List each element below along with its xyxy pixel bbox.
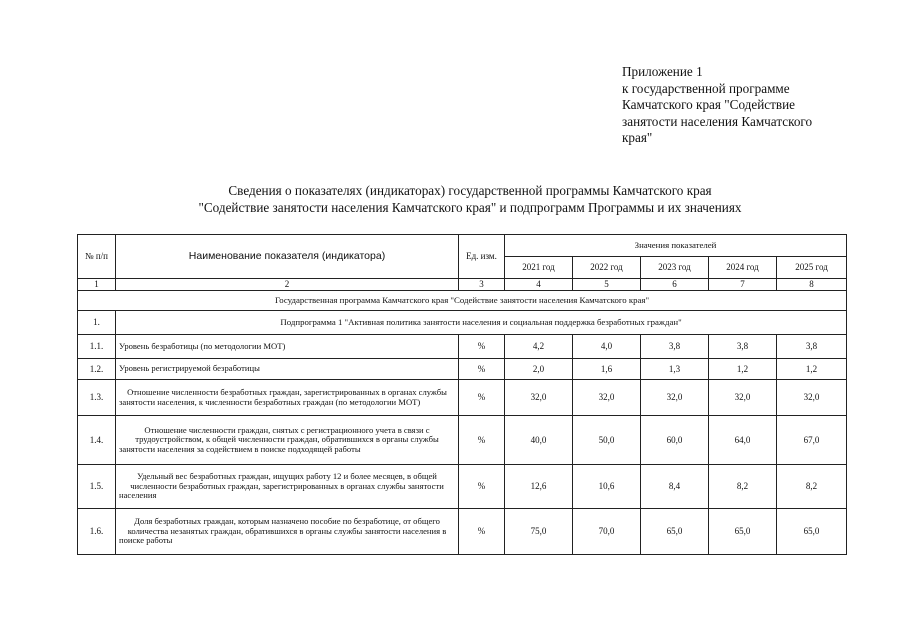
column-number: 1 [78, 279, 116, 291]
column-number: 3 [459, 279, 505, 291]
table-row [78, 335, 847, 359]
indicator-value: 65,0 [709, 509, 777, 555]
appendix-line: занятости населения Камчатского [622, 113, 813, 129]
header-year: 2024 год [709, 257, 777, 279]
column-number: 2 [116, 279, 459, 291]
indicator-name: Уровень безработицы (по методологии МОТ) [116, 335, 459, 359]
indicator-unit: % [459, 509, 505, 555]
indicator-value: 32,0 [505, 380, 573, 416]
indicator-value: 8,4 [641, 465, 709, 509]
appendix-line: Камчатского края "Содействие [622, 97, 796, 112]
header-name: Наименование показателя (индикатора) [116, 235, 459, 279]
subprogram-row [78, 311, 847, 335]
column-numbers-row [78, 279, 847, 291]
column-number: 7 [709, 279, 777, 291]
indicator-unit: % [459, 359, 505, 380]
indicator-value: 1,2 [777, 359, 847, 380]
header-row [78, 235, 847, 257]
indicator-value: 10,6 [573, 465, 641, 509]
indicator-value: 32,0 [777, 380, 847, 416]
appendix-line: края" [622, 130, 653, 145]
header-values-group: Значения показателей [505, 235, 847, 257]
indicator-value: 67,0 [777, 416, 847, 465]
column-number: 5 [573, 279, 641, 291]
indicator-value: 50,0 [573, 416, 641, 465]
table-row [78, 465, 847, 509]
indicator-unit: % [459, 416, 505, 465]
indicator-value: 8,2 [709, 465, 777, 509]
indicator-unit: % [459, 380, 505, 416]
indicator-name: Доля безработных граждан, которым назначено пособие по безработице, от общего количества незанятых граждан, обратившихся в органы службы занятости населения в поиске работы [116, 509, 459, 555]
row-number: 1.6. [78, 509, 116, 555]
title-line-1: Сведения о показателях (индикаторах) государственной программы Камчатского края [228, 183, 712, 198]
header-year: 2021 год [505, 257, 573, 279]
indicator-value: 3,8 [709, 335, 777, 359]
row-number: 1.1. [78, 335, 116, 359]
indicator-value: 32,0 [641, 380, 709, 416]
indicator-value: 4,0 [573, 335, 641, 359]
indicator-value: 70,0 [573, 509, 641, 555]
table-row [78, 509, 847, 555]
table-row [78, 359, 847, 380]
row-number: 1.3. [78, 380, 116, 416]
indicator-value: 32,0 [709, 380, 777, 416]
table-row [78, 380, 847, 416]
row-number: 1.5. [78, 465, 116, 509]
row-number: 1.2. [78, 359, 116, 380]
indicator-unit: % [459, 465, 505, 509]
header-year: 2023 год [641, 257, 709, 279]
indicator-value: 65,0 [777, 509, 847, 555]
program-title: Государственная программа Камчатского края "Содействие занятости населения Камчатского края" [78, 291, 847, 311]
appendix-line: Приложение 1 [622, 64, 703, 79]
indicator-value: 12,6 [505, 465, 573, 509]
indicator-value: 60,0 [641, 416, 709, 465]
indicator-value: 1,3 [641, 359, 709, 380]
indicator-value: 1,6 [573, 359, 641, 380]
indicator-value: 65,0 [641, 509, 709, 555]
indicator-unit: % [459, 335, 505, 359]
indicator-value: 2,0 [505, 359, 573, 380]
column-number: 4 [505, 279, 573, 291]
header-number: № п/п [78, 235, 116, 279]
indicator-value: 1,2 [709, 359, 777, 380]
indicator-name: Уровень регистрируемой безработицы [116, 359, 459, 380]
header-year: 2025 год [777, 257, 847, 279]
indicator-name: Отношение численности безработных граждан, зарегистрированных в органах службы занятости населения, к численности безработных граждан (по методологии МОТ) [116, 380, 459, 416]
row-number: 1.4. [78, 416, 116, 465]
indicator-value: 3,8 [777, 335, 847, 359]
program-row [78, 291, 847, 311]
indicator-value: 8,2 [777, 465, 847, 509]
indicator-value: 40,0 [505, 416, 573, 465]
column-number: 6 [641, 279, 709, 291]
appendix-note [622, 64, 862, 147]
title-line-2: "Содействие занятости населения Камчатского края" и подпрограмм Программы и их значениях [198, 199, 742, 215]
indicator-value: 4,2 [505, 335, 573, 359]
subprogram-title: Подпрограмма 1 "Активная политика занятости населения и социальная поддержка безработных граждан" [116, 311, 847, 335]
indicator-value: 75,0 [505, 509, 573, 555]
appendix-line: к государственной программе [622, 80, 790, 96]
header-unit: Ед. изм. [459, 235, 505, 279]
document-title [60, 183, 880, 216]
indicator-value: 3,8 [641, 335, 709, 359]
subprogram-number: 1. [78, 311, 116, 335]
indicator-value: 64,0 [709, 416, 777, 465]
indicator-name: Отношение численности граждан, снятых с регистрационного учета в связи с трудоустройством, к общей численности граждан, обратившихся в органы службы занятости населения за содействием в поиске подходящей работы [116, 416, 459, 465]
table-row [78, 416, 847, 465]
column-number: 8 [777, 279, 847, 291]
header-year: 2022 год [573, 257, 641, 279]
indicator-value: 32,0 [573, 380, 641, 416]
indicator-name: Удельный вес безработных граждан, ищущих работу 12 и более месяцев, в общей численности безработных граждан, зарегистрированных в органах службы занятости населения [116, 465, 459, 509]
indicators-table [77, 234, 847, 555]
